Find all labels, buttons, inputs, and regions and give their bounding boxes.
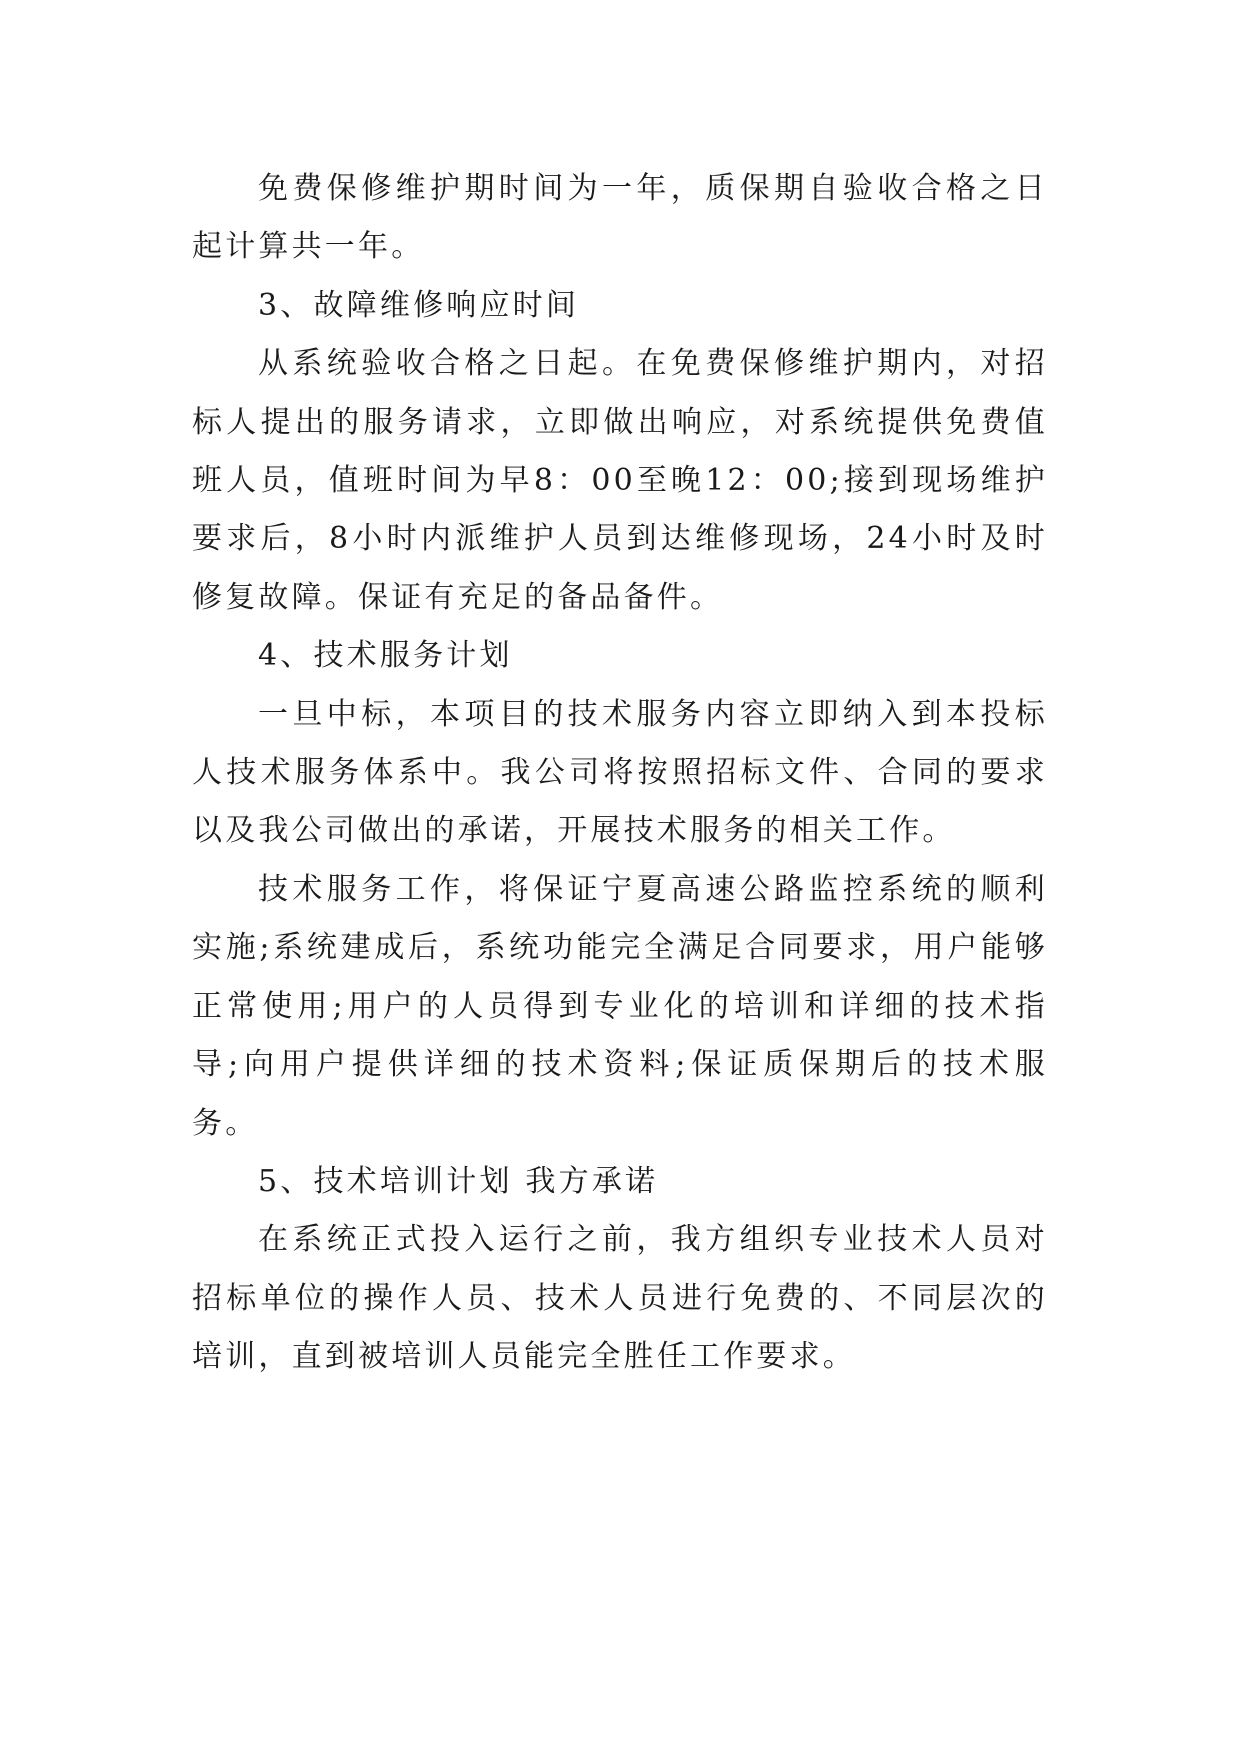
heading-fault-response-time: 3、故障维修响应时间: [258, 287, 580, 323]
paragraph-warranty-period: 免费保修维护期时间为一年，质保期自验收合格之日起计算共一年。: [192, 171, 1048, 265]
document-body: [192, 160, 1048, 1387]
heading-training-plan: 5、技术培训计划 我方承诺: [258, 1163, 659, 1199]
paragraph-fault-response: 从系统验收合格之日起。在免费保修维护期内，对招标人提出的服务请求，立即做出响应，对系统提供免费值班人员，值班时间为早8：00至晚12：00;接到现场维护要求后，8小时内派维护人员到达维修现场，24小时及时修复故障。保证有充足的备品备件。: [192, 346, 1048, 615]
heading-technical-service-plan: 4、技术服务计划: [258, 638, 513, 674]
paragraph-service-commitment: 一旦中标，本项目的技术服务内容立即纳入到本投标人技术服务体系中。我公司将按照招标文件、合同的要求以及我公司做出的承诺，开展技术服务的相关工作。: [192, 696, 1048, 849]
paragraph-service-work: 技术服务工作，将保证宁夏高速公路监控系统的顺利实施;系统建成后，系统功能完全满足合同要求，用户能够正常使用;用户的人员得到专业化的培训和详细的技术指导;向用户提供详细的技术资料;保证质保期后的技术服务。: [192, 871, 1048, 1141]
paragraph-training: 在系统正式投入运行之前，我方组织专业技术人员对招标单位的操作人员、技术人员进行免费的、不同层次的培训，直到被培训人员能完全胜任工作要求。: [192, 1222, 1048, 1375]
